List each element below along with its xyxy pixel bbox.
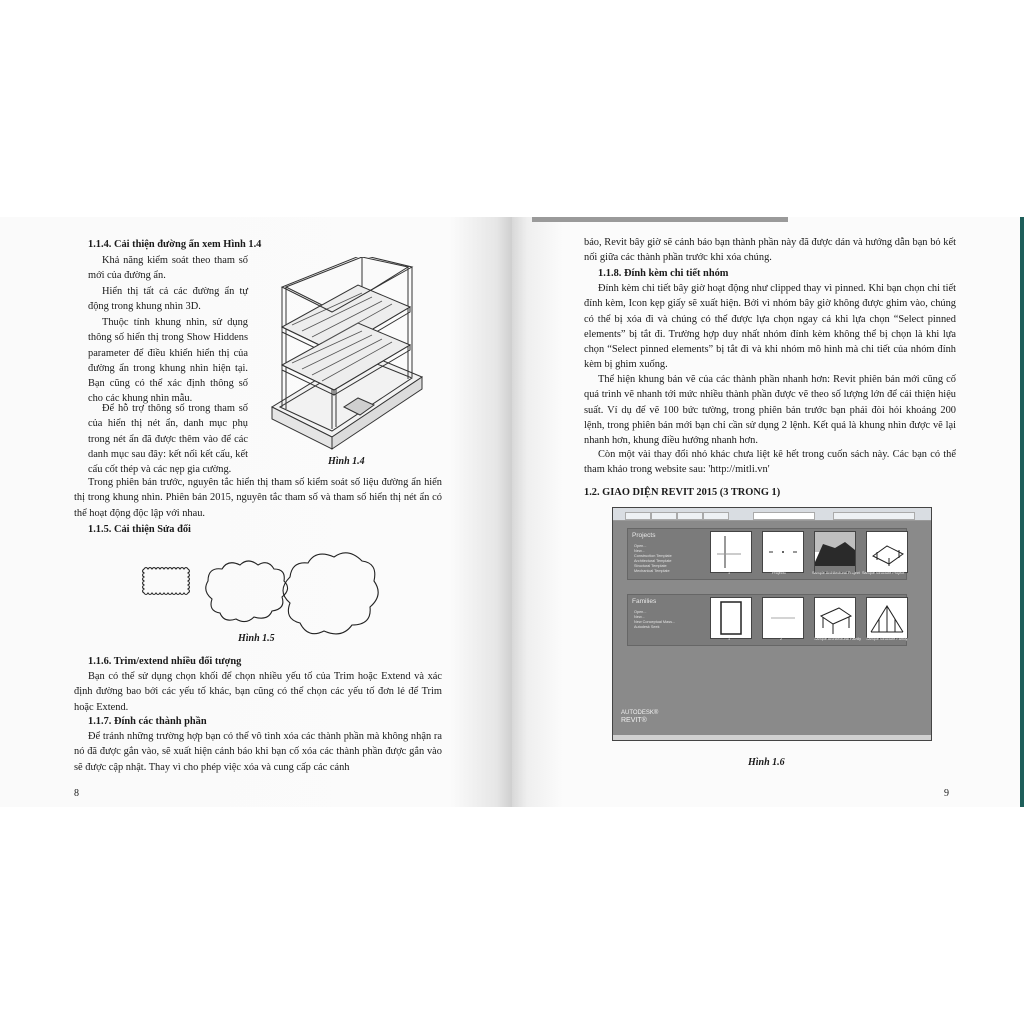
page-number-right: 9 <box>944 788 949 799</box>
revit-thumb-label: Project1 <box>772 571 786 575</box>
revit-search-box <box>753 512 815 520</box>
revit-project-item: Construction Template <box>634 554 672 558</box>
section-heading-1-1-5: 1.1.5. Cải thiện Sửa đổi <box>88 524 191 535</box>
paragraph: Để hỗ trợ thông số trong tham số của hiển thị nét ẩn, danh mục phụ trong nét ẩn đã được thêm vào để các danh mục sau đây: kết nối kết cấu, kết cấu cốt thép và các nẹp gia cường. <box>88 403 248 476</box>
revit-project-thumbnail <box>762 531 804 573</box>
revit-thumb-label: 1 <box>728 637 731 641</box>
page-number-left: 8 <box>74 788 79 799</box>
paragraph: Hiển thị tất cả các đường ẩn tự động trong khung nhìn 3D. <box>88 286 248 313</box>
revit-family-item: Open... <box>634 610 647 614</box>
section-heading-1-1-8: 1.1.8. Đính kèm chi tiết nhóm <box>598 268 729 279</box>
revit-thumb-label: Sample Architectural Family <box>814 637 862 641</box>
revit-project-item: New... <box>634 549 645 553</box>
paragraph: Đính kèm chi tiết bây giờ hoạt động như clipped thay vì pinned. Khi bạn chọn chi tiết đính kèm, Icon kẹp giấy sẽ xuất hiện. Bởi vì nhóm bây giờ không được ghim vào, chúng có thể bị xóa đi và chúng có thể được lựa chọn ngay cả khi lựa chọn “Select pinned elements” bị tắt đi. Trường hợp duy nhất nhóm đính kèm không thể bị chọn là khi lựa chọn “Select pinned elements” bị tắt đi và khi nhóm mô hình mà chi tiết của nhóm đính kèm bị ghim xuống. <box>584 283 956 371</box>
paragraph: Để tránh những trường hợp bạn có thể vô tình xóa các thành phần mà không nhận ra nó đã được gắn vào, sẽ xuất hiện cảnh báo khi bạn cố xóa các thành phần được gắn vào sẽ được cập nhật. Thay vì cho phép việc xóa và cung cấp các cảnh <box>74 731 442 773</box>
header-rule <box>532 217 788 222</box>
revit-projects-title: Projects <box>632 532 656 539</box>
paragraph: Trong phiên bản trước, nguyên tắc hiển thị tham số kiểm soát số liệu đường ẩn hiển thị trong khung nhìn. Phiên bản 2015, nguyên tắc tham số và tham số hiển thị nét ẩn có thể hoạt động độc lập với nhau. <box>74 477 442 519</box>
revit-thumb-label: 2 <box>780 637 783 641</box>
revit-project-item: Architectural Template <box>634 559 672 563</box>
autodesk-logo-text: AUTODESK® <box>621 710 659 716</box>
revit-family-thumbnail <box>866 597 908 639</box>
paragraph: Khả năng kiểm soát theo tham số mới của đường ẩn. <box>88 255 248 282</box>
revit-family-item: Autodesk Seek <box>634 625 660 629</box>
revit-project-item: Open... <box>634 544 647 548</box>
figure-1-4-shelf-drawing <box>262 257 430 455</box>
revit-project-item: Structural Template <box>634 564 667 568</box>
section-heading-1-2: 1.2. GIAO DIỆN REVIT 2015 (3 TRONG 1) <box>584 487 781 498</box>
paragraph: Thuộc tính khung nhìn, sử dụng thông số hiển thị trong Show Hiddens parameter để điều khiển hiển thị của đường ẩn trong khung nhìn hiện tại. Bạn cũng có thể xác định thông số cho các khung nhìn mẫu. <box>88 317 248 405</box>
paragraph: Bạn có thể sử dụng chọn khối để chọn nhiều yếu tố của Trim hoặc Extend và xác định đường bao bởi các yếu tố khác, bạn cũng có thể chọn các yếu tố đơn lẻ để Trim hoặc Extend. <box>74 671 442 713</box>
revit-family-item: New Conceptual Mass... <box>634 620 676 624</box>
figure-1-5-revision-clouds <box>140 547 380 637</box>
revit-families-panel <box>627 594 907 646</box>
figure-1-4-caption: Hình 1.4 <box>328 456 365 467</box>
revit-ribbon <box>613 508 931 521</box>
left-page <box>0 217 512 807</box>
paragraph: Còn một vài thay đổi nhỏ khác chưa liệt kê hết trong cuốn sách này. Các bạn có thể tham khảo trong website sau: 'http://mitli.vn' <box>584 449 956 476</box>
revit-project-thumbnail <box>866 531 908 573</box>
figure-1-5-caption: Hình 1.5 <box>238 633 275 644</box>
revit-project-thumbnail <box>710 531 752 573</box>
revit-family-thumbnail <box>814 597 856 639</box>
revit-family-thumbnail <box>762 597 804 639</box>
section-heading-1-1-7: 1.1.7. Đính các thành phần <box>88 716 207 727</box>
revit-thumb-label: Sample Structure Family <box>866 637 908 641</box>
paragraph: báo, Revit bây giờ sẽ cảnh báo bạn thành phần này đã được dán và hướng dẫn bạn bỏ kết nối giữa các thành phần trước khi xóa chúng. <box>584 237 956 264</box>
revit-project-thumbnail <box>814 531 856 573</box>
figure-1-6-caption: Hình 1.6 <box>748 757 785 768</box>
revit-thumb-label: 1 <box>728 571 731 575</box>
section-heading-1-1-6: 1.1.6. Trim/extend nhiều đối tượng <box>88 656 242 667</box>
paragraph: Thể hiện khung bản vẽ của các thành phần nhanh hơn: Revit phiên bản mới cũng cố quá trình vẽ nhanh tới mức nhiều thành phần được vẽ theo số lượng lớn để cải thiện hiệu suất. Ví dụ để vẽ 100 bức tường, trong phiên bản trước bạn phải đòi hỏi khoảng 200 lệnh, trong phiên bản mới bạn chỉ cần sử dụng 2 lệnh. Kết quả là khung nhìn được vẽ lại nhanh hơn, khung điều hướng nhanh hơn. <box>584 374 956 447</box>
revit-family-item: New... <box>634 615 645 619</box>
revit-projects-panel <box>627 528 907 580</box>
book-spread <box>0 217 1024 807</box>
revit-families-title: Families <box>632 598 657 605</box>
revit-thumb-label: Sample Structure Project <box>862 571 905 575</box>
figure-1-6-revit-screenshot <box>612 507 932 741</box>
revit-project-item: Mechanical Template <box>634 569 670 573</box>
section-heading-1-1-4: 1.1.4. Cải thiện đường ẩn xem Hình 1.4 <box>88 239 262 250</box>
revit-family-thumbnail <box>710 597 752 639</box>
right-page <box>512 217 1020 807</box>
revit-logo-text: REVIT® <box>621 717 647 724</box>
revit-thumb-label: Sample Architectural Project <box>812 571 860 575</box>
revit-status-bar <box>613 735 931 740</box>
